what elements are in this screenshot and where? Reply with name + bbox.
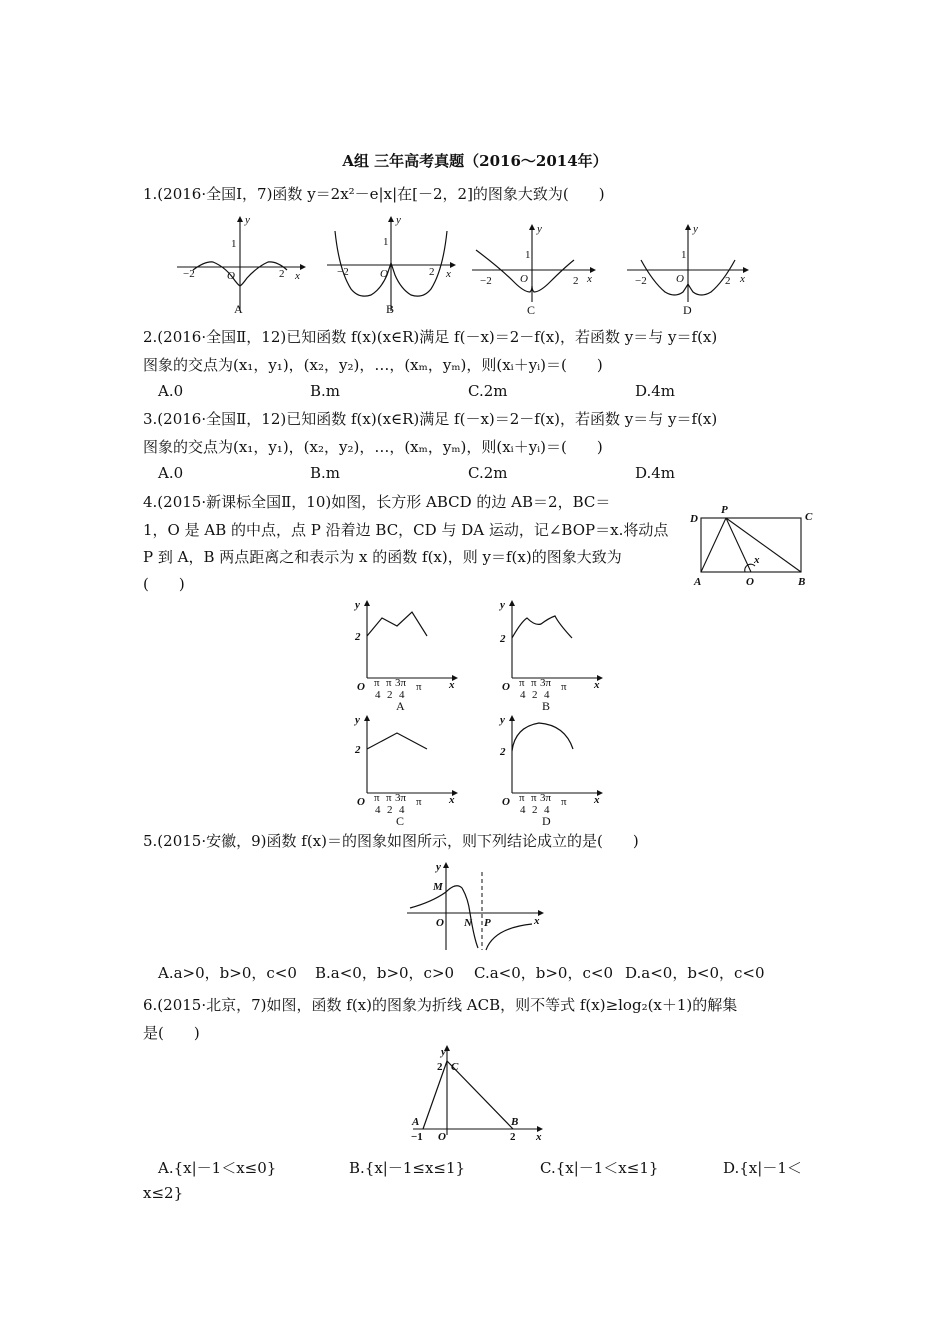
- q3-option-d: D.4m: [635, 464, 676, 482]
- q6-tick-neg1: −1: [411, 1131, 423, 1143]
- question-4-line-1: 4.(2015·新课标全国Ⅱ，10)如图，长方形 ABCD 的边 AB＝2，BC＝: [143, 493, 611, 511]
- q4c-tick-pi-2: π: [386, 792, 392, 804]
- q4d-tick-3pi: 3π: [540, 792, 552, 804]
- q4d-tick-3pi-4: 4: [544, 804, 550, 816]
- q1c-x-label: x: [587, 273, 592, 285]
- q4d-tick-pi-2: π: [531, 792, 537, 804]
- q4c-origin-label: O: [357, 796, 365, 808]
- q4a-tick-pi-4: π: [374, 677, 380, 689]
- q5-x-label: x: [534, 915, 540, 927]
- question-4-line-4: ( ): [143, 575, 185, 593]
- q2-option-c: C.2m: [468, 382, 508, 400]
- q5-point-n: N: [464, 917, 472, 929]
- q5-option-c: C.a<0，b>0，c<0: [474, 964, 613, 982]
- q5-point-m: M: [433, 881, 443, 893]
- q4b-origin-label: O: [502, 681, 510, 693]
- q4c-caption: C: [396, 814, 405, 828]
- question-4-line-2: 1，O 是 AB 的中点，点 P 沿着边 BC，CD 与 DA 运动，记∠BOP＝x.将动点: [143, 521, 669, 539]
- q4d-two-label: 2: [500, 746, 506, 758]
- question-1-stem: 1.(2016·全国Ⅰ，7)函数 y＝2x²－e|x|在[－2，2]的图象大致为( ): [143, 185, 605, 203]
- q1a-x-label: x: [295, 270, 300, 282]
- q4a-y-label: y: [355, 599, 360, 611]
- q4c-tick-pi: π: [416, 796, 422, 808]
- q4-point-a: A: [694, 576, 702, 588]
- question-2-line-1: 2.(2016·全国Ⅱ，12)已知函数 f(x)(x∈R)满足 f(－x)＝2－f(x)，若函数 y＝与 y＝f(x): [143, 328, 718, 346]
- q6-point-c: C: [451, 1061, 459, 1073]
- q5-option-a: A.a>0，b>0，c<0: [158, 964, 297, 982]
- q4-rectangle-figure: [688, 500, 818, 590]
- question-4-line-3: P 到 A，B 两点距离之和表示为 x 的函数 f(x)，则 y＝f(x)的图象大致为: [143, 548, 622, 566]
- q4-angle-x: x: [754, 554, 760, 566]
- q4a-origin-label: O: [357, 681, 365, 693]
- q1b-origin-label: O: [380, 268, 388, 280]
- q4a-tick-3pi-4: 4: [399, 689, 405, 701]
- q1c-one-label: 1: [525, 249, 531, 261]
- q1a-one-label: 1: [231, 238, 237, 250]
- q4d-x-label: x: [594, 794, 600, 806]
- q1c-caption: C: [527, 303, 536, 317]
- q4b-tick-pi: π: [561, 681, 567, 693]
- question-6-line-1: 6.(2015·北京，7)如图，函数 f(x)的图象为折线 ACB，则不等式 f(x)≥log₂(x＋1)的解集: [143, 996, 738, 1014]
- question-2-line-2: 图象的交点为(x₁，y₁)，(x₂，y₂)，…，(xₘ，yₘ)，则(xᵢ＋yᵢ)＝( ): [143, 356, 603, 374]
- q2-option-a: A.0: [158, 382, 184, 400]
- q1b-x-label: x: [446, 268, 451, 280]
- q4b-x-label: x: [594, 679, 600, 691]
- q4b-tick-3pi-4: 4: [544, 689, 550, 701]
- q2-option-b: B.m: [310, 382, 341, 400]
- q4d-tick-4: 4: [520, 804, 526, 816]
- q1b-one-label: 1: [383, 236, 389, 248]
- q5-option-b: B.a<0，b>0，c>0: [315, 964, 455, 982]
- q5-origin-label: O: [436, 917, 444, 929]
- q1d-two-label: 2: [725, 275, 731, 287]
- q6-point-b: B: [511, 1116, 519, 1128]
- q1d-x-label: x: [740, 273, 745, 285]
- q1c-origin-label: O: [520, 273, 528, 285]
- q3-option-c: C.2m: [468, 464, 508, 482]
- q6-option-b: B.{x|－1≤x≤1}: [349, 1159, 466, 1177]
- q6-option-c: C.{x|－1＜x≤1}: [540, 1159, 659, 1177]
- question-5-stem: 5.(2015·安徽，9)函数 f(x)＝的图象如图所示，则下列结论成立的是( ): [143, 832, 639, 850]
- q6-option-d-continued: x≤2}: [143, 1184, 184, 1202]
- q1b-two-label: 2: [429, 266, 435, 278]
- q4b-caption: B: [542, 699, 551, 713]
- q6-point-a: A: [412, 1116, 420, 1128]
- q1d-caption: D: [683, 303, 692, 317]
- q6-y-label: y: [441, 1046, 446, 1058]
- q5-point-p: P: [484, 917, 491, 929]
- q2-option-d: D.4m: [635, 382, 676, 400]
- q4b-tick-pi-2: π: [531, 677, 537, 689]
- q1c-y-label: y: [537, 223, 542, 235]
- q4b-tick-2: 2: [532, 689, 538, 701]
- q3-option-a: A.0: [158, 464, 184, 482]
- q4-point-b: B: [798, 576, 806, 588]
- q4-graph-c: [352, 713, 462, 828]
- q1d-y-label: y: [693, 223, 698, 235]
- q4c-tick-3pi: 3π: [395, 792, 407, 804]
- q4d-origin-label: O: [502, 796, 510, 808]
- q4c-x-label: x: [449, 794, 455, 806]
- q1b-caption: B: [386, 302, 395, 316]
- q4b-tick-3pi: 3π: [540, 677, 552, 689]
- section-title: A组 三年高考真题（2016～2014年）: [342, 152, 608, 170]
- q1d-origin-label: O: [676, 273, 684, 285]
- q4-point-o: O: [746, 576, 754, 588]
- q1a-caption: A: [234, 302, 243, 316]
- q4a-tick-2: 2: [387, 689, 393, 701]
- q4a-tick-4: 4: [375, 689, 381, 701]
- q1-graph-a: [175, 215, 315, 315]
- q1d-one-label: 1: [681, 249, 687, 261]
- q6-graph: [405, 1043, 555, 1143]
- q4a-caption: A: [396, 699, 405, 713]
- q4-graph-d: [497, 713, 607, 828]
- q1a-y-label: y: [245, 214, 250, 226]
- q1-graph-b: [325, 215, 465, 315]
- q4a-tick-pi-2: π: [386, 677, 392, 689]
- q4b-y-label: y: [500, 599, 505, 611]
- q6-option-d: D.{x|－1＜: [723, 1159, 802, 1177]
- q1a-two-label: 2: [279, 268, 285, 280]
- q6-origin-label: O: [438, 1131, 446, 1143]
- q1a-neg2-label: −2: [183, 268, 195, 280]
- q4c-y-label: y: [355, 714, 360, 726]
- q4a-tick-3pi: 3π: [395, 677, 407, 689]
- q5-option-d: D.a<0，b<0，c<0: [625, 964, 765, 982]
- q4-graph-a: [352, 598, 462, 713]
- q6-tick-2-y: 2: [437, 1061, 443, 1073]
- question-6-line-2: 是( ): [143, 1024, 200, 1042]
- q4-point-c: C: [805, 511, 813, 523]
- q3-option-b: B.m: [310, 464, 341, 482]
- q4a-x-label: x: [449, 679, 455, 691]
- q1-graph-d: [625, 220, 765, 320]
- question-3-line-2: 图象的交点为(x₁，y₁)，(x₂，y₂)，…，(xₘ，yₘ)，则(xᵢ＋yᵢ)＝( ): [143, 438, 603, 456]
- q4-point-d: D: [690, 513, 698, 525]
- q4d-y-label: y: [500, 714, 505, 726]
- q4b-tick-pi-4: π: [519, 677, 525, 689]
- q4d-caption: D: [542, 814, 551, 828]
- q4d-tick-2: 2: [532, 804, 538, 816]
- q6-x-label: x: [536, 1131, 542, 1143]
- q4b-tick-4: 4: [520, 689, 526, 701]
- q1d-neg2-label: −2: [635, 275, 647, 287]
- q1b-neg2-label: −2: [337, 266, 349, 278]
- q1c-neg2-label: −2: [480, 275, 492, 287]
- q4a-two-label: 2: [355, 631, 361, 643]
- q4c-tick-2: 2: [387, 804, 393, 816]
- q1-graph-c: [470, 220, 610, 320]
- q1b-y-label: y: [396, 214, 401, 226]
- question-3-line-1: 3.(2016·全国Ⅱ，12)已知函数 f(x)(x∈R)满足 f(－x)＝2－f(x)，若函数 y＝与 y＝f(x): [143, 410, 718, 428]
- q4d-tick-pi: π: [561, 796, 567, 808]
- q6-option-a: A.{x|－1＜x≤0}: [158, 1159, 277, 1177]
- q5-graph: [402, 858, 552, 958]
- q5-y-label: y: [436, 861, 441, 873]
- q4c-tick-pi-4: π: [374, 792, 380, 804]
- q4b-two-label: 2: [500, 633, 506, 645]
- q4c-two-label: 2: [355, 744, 361, 756]
- q4-graph-b: [497, 598, 607, 713]
- q1a-origin-label: O: [227, 270, 235, 282]
- q1c-two-label: 2: [573, 275, 579, 287]
- q4c-tick-4: 4: [375, 804, 381, 816]
- q4a-tick-pi: π: [416, 681, 422, 693]
- q4c-tick-3pi-4: 4: [399, 804, 405, 816]
- q4d-tick-pi-4: π: [519, 792, 525, 804]
- q4-point-p: P: [721, 504, 728, 516]
- q6-tick-2-x: 2: [510, 1131, 516, 1143]
